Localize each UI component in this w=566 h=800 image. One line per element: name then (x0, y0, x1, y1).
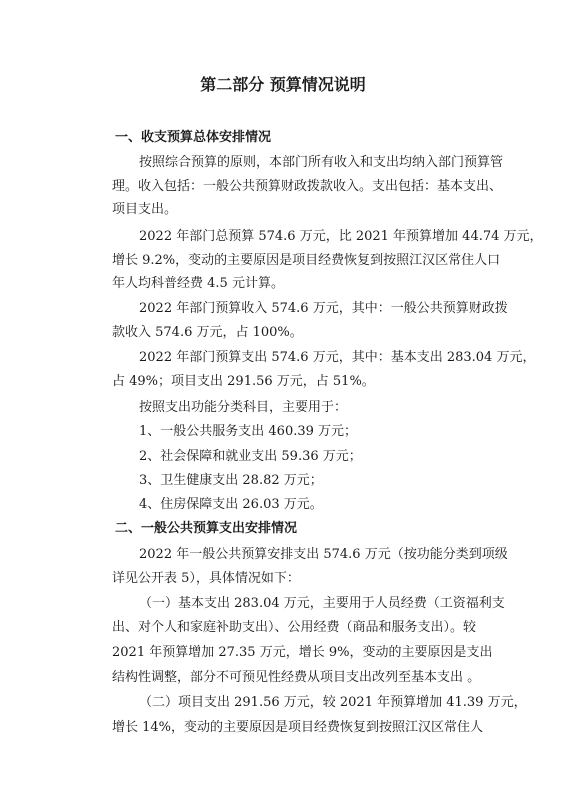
paragraph-line: 2022 年部门预算收入 574.6 万元，其中：一般公共预算财政拨 (139, 301, 508, 316)
paragraph-line: 项目支出。 (112, 202, 178, 217)
section-2-heading: 二、一般公共预算支出安排情况 (115, 521, 298, 536)
page-title: 第二部分 预算情况说明 (200, 75, 366, 94)
list-item: 1、一般公共服务支出 460.39 万元； (139, 424, 358, 439)
paragraph-line: 详见公开表 5），具体情况如下： (112, 571, 300, 586)
paragraph-line: 2022 年部门预算支出 574.6 万元，其中：基本支出 283.04 万元， (139, 350, 536, 365)
section-1-heading: 一、收支预算总体安排情况 (115, 130, 272, 145)
list-item: 2、社会保障和就业支出 59.36 万元； (139, 449, 362, 464)
paragraph-line: 2022 年一般公共预算安排支出 574.6 万元（按功能分类到项级 (139, 547, 508, 562)
paragraph-line: 按照综合预算的原则，本部门所有收入和支出均纳入部门预算管 (139, 155, 504, 170)
paragraph-line: （二）项目支出 291.56 万元，较 2021 年预算增加 41.39 万元， (139, 695, 527, 710)
paragraph-line: 按照支出功能分类科目，主要用于： (139, 400, 348, 415)
list-item: 3、卫生健康支出 28.82 万元； (139, 473, 323, 488)
paragraph-line: 2021 年预算增加 27.35 万元，增长 9%，变动的主要原因是支出 (112, 645, 493, 660)
paragraph-line: 结构性调整，部分不可预见性经费从项目支出改列至基本支出 。 (112, 670, 481, 685)
paragraph-line: 占 49%；项目支出 291.56 万元，占 51%。 (112, 374, 375, 389)
list-item: 4、住房保障支出 26.03 万元。 (139, 497, 323, 512)
paragraph-line: （一）基本支出 283.04 万元，主要用于人员经费（工资福利支 (139, 596, 505, 611)
paragraph-line: 增长 9.2%，变动的主要原因是项目经费恢复到按照江汉区常住人口 (112, 253, 501, 268)
paragraph-line: 增长 14%，变动的主要原因是项目经费恢复到按照江汉区常住人 (112, 720, 484, 735)
paragraph-line: 年人均科普经费 4.5 元计算。 (112, 276, 284, 291)
paragraph-line: 出、对个人和家庭补助支出）、公用经费（商品和服务支出）。较 (112, 620, 477, 635)
paragraph-line: 理。收入包括：一般公共预算财政拨款收入。支出包括：基本支出、 (112, 179, 503, 194)
paragraph-line: 款收入 574.6 万元，占 100%。 (112, 325, 303, 340)
paragraph-line: 2022 年部门总预算 574.6 万元，比 2021 年预算增加 44.74 万元， (139, 229, 543, 244)
